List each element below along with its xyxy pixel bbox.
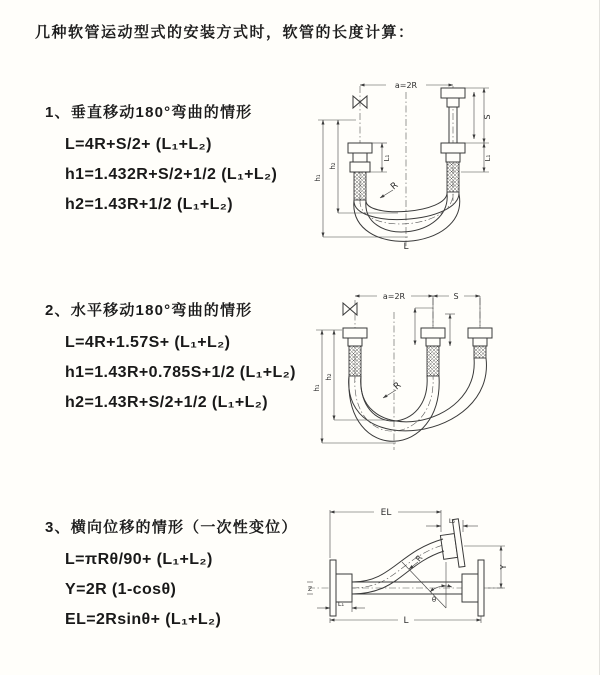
formula-line: h1=1.43R+0.785S+1/2 (L₁+L₂) — [65, 364, 296, 381]
dim-label-l2: L₂ — [448, 517, 456, 525]
dim-label-r: R — [413, 553, 425, 564]
diagram-vertical-180-bend — [316, 78, 496, 250]
left-pipe-fitting — [348, 143, 372, 200]
dim-label-theta: θ — [431, 596, 437, 604]
section-3-formulas — [45, 545, 298, 635]
formula-line: h1=1.432R+S/2+1/2 (L₁+L₂) — [65, 166, 278, 183]
section-1-formulas — [45, 130, 277, 220]
centerlines — [360, 86, 453, 246]
upper-displaced-flange — [438, 519, 464, 569]
dim-label-s: S — [453, 292, 459, 301]
centerlines — [355, 298, 480, 450]
dim-label-z: Z — [307, 586, 313, 593]
section-2-heading: 2、水平移动180°弯曲的情形 — [45, 302, 253, 319]
dim-label-el: EL — [380, 508, 392, 518]
section-2-formulas — [45, 328, 296, 418]
hose-u-curves — [354, 192, 460, 241]
dim-label-h2: h₂ — [329, 162, 337, 170]
dim-label-r: R — [392, 380, 404, 393]
dim-label-l: L — [403, 616, 409, 626]
dim-label-r: R — [389, 180, 401, 193]
formula-line: h2=1.43R+S/2+1/2 (L₁+L₂) — [65, 394, 268, 411]
formula-line: L=4R+1.57S+ (L₁+L₂) — [65, 334, 231, 351]
diagram-horizontal-180-bend — [314, 288, 504, 456]
right-lower-flange — [462, 560, 484, 616]
right-pipe-fitting — [468, 328, 492, 358]
dim-label-l1-right: L₁ — [484, 154, 492, 162]
section-horizontal-movement — [45, 299, 296, 418]
section-3-heading: 3、横向位移的情形（一次性变位） — [45, 519, 298, 536]
section-1-heading: 1、垂直移动180°弯曲的情形 — [45, 104, 253, 121]
formula-line: L=πRθ/90+ (L₁+L₂) — [65, 551, 213, 568]
dim-label-h1: h₁ — [313, 384, 321, 392]
dim-label-l1: L₁ — [337, 600, 345, 608]
formula-line: h2=1.43R+1/2 (L₁+L₂) — [65, 196, 234, 213]
section-lateral-displacement — [45, 516, 298, 635]
section-vertical-movement — [45, 101, 277, 220]
s-curve-hose — [352, 539, 444, 594]
dim-label-h2: h₂ — [325, 373, 333, 381]
middle-pipe-fitting — [421, 328, 445, 376]
dim-label-y: Y — [499, 564, 508, 570]
formula-line: Y=2R (1-cosθ) — [65, 581, 177, 598]
formula-line: EL=2Rsinθ+ (L₁+L₂) — [65, 611, 222, 628]
dim-label-l: L — [403, 242, 409, 252]
formula-line: L=4R+S/2+ (L₁+L₂) — [65, 136, 212, 153]
diagram-lateral-displacement — [305, 505, 510, 628]
page-title: 几种软管运动型式的安装方式时，软管的长度计算： — [35, 24, 415, 41]
dim-label-h1: h₁ — [314, 174, 322, 182]
dim-label-s: S — [483, 114, 492, 120]
left-pipe-fitting — [343, 328, 367, 376]
dim-label-a2r: a=2R — [382, 292, 406, 301]
hose-u-curves — [349, 358, 487, 441]
dimension-lines — [313, 290, 480, 443]
dim-label-l1-fitting: L₁ — [383, 154, 391, 162]
dimension-lines — [314, 79, 492, 252]
dim-label-a2r: a=2R — [394, 81, 418, 90]
valve-icon — [343, 303, 357, 315]
